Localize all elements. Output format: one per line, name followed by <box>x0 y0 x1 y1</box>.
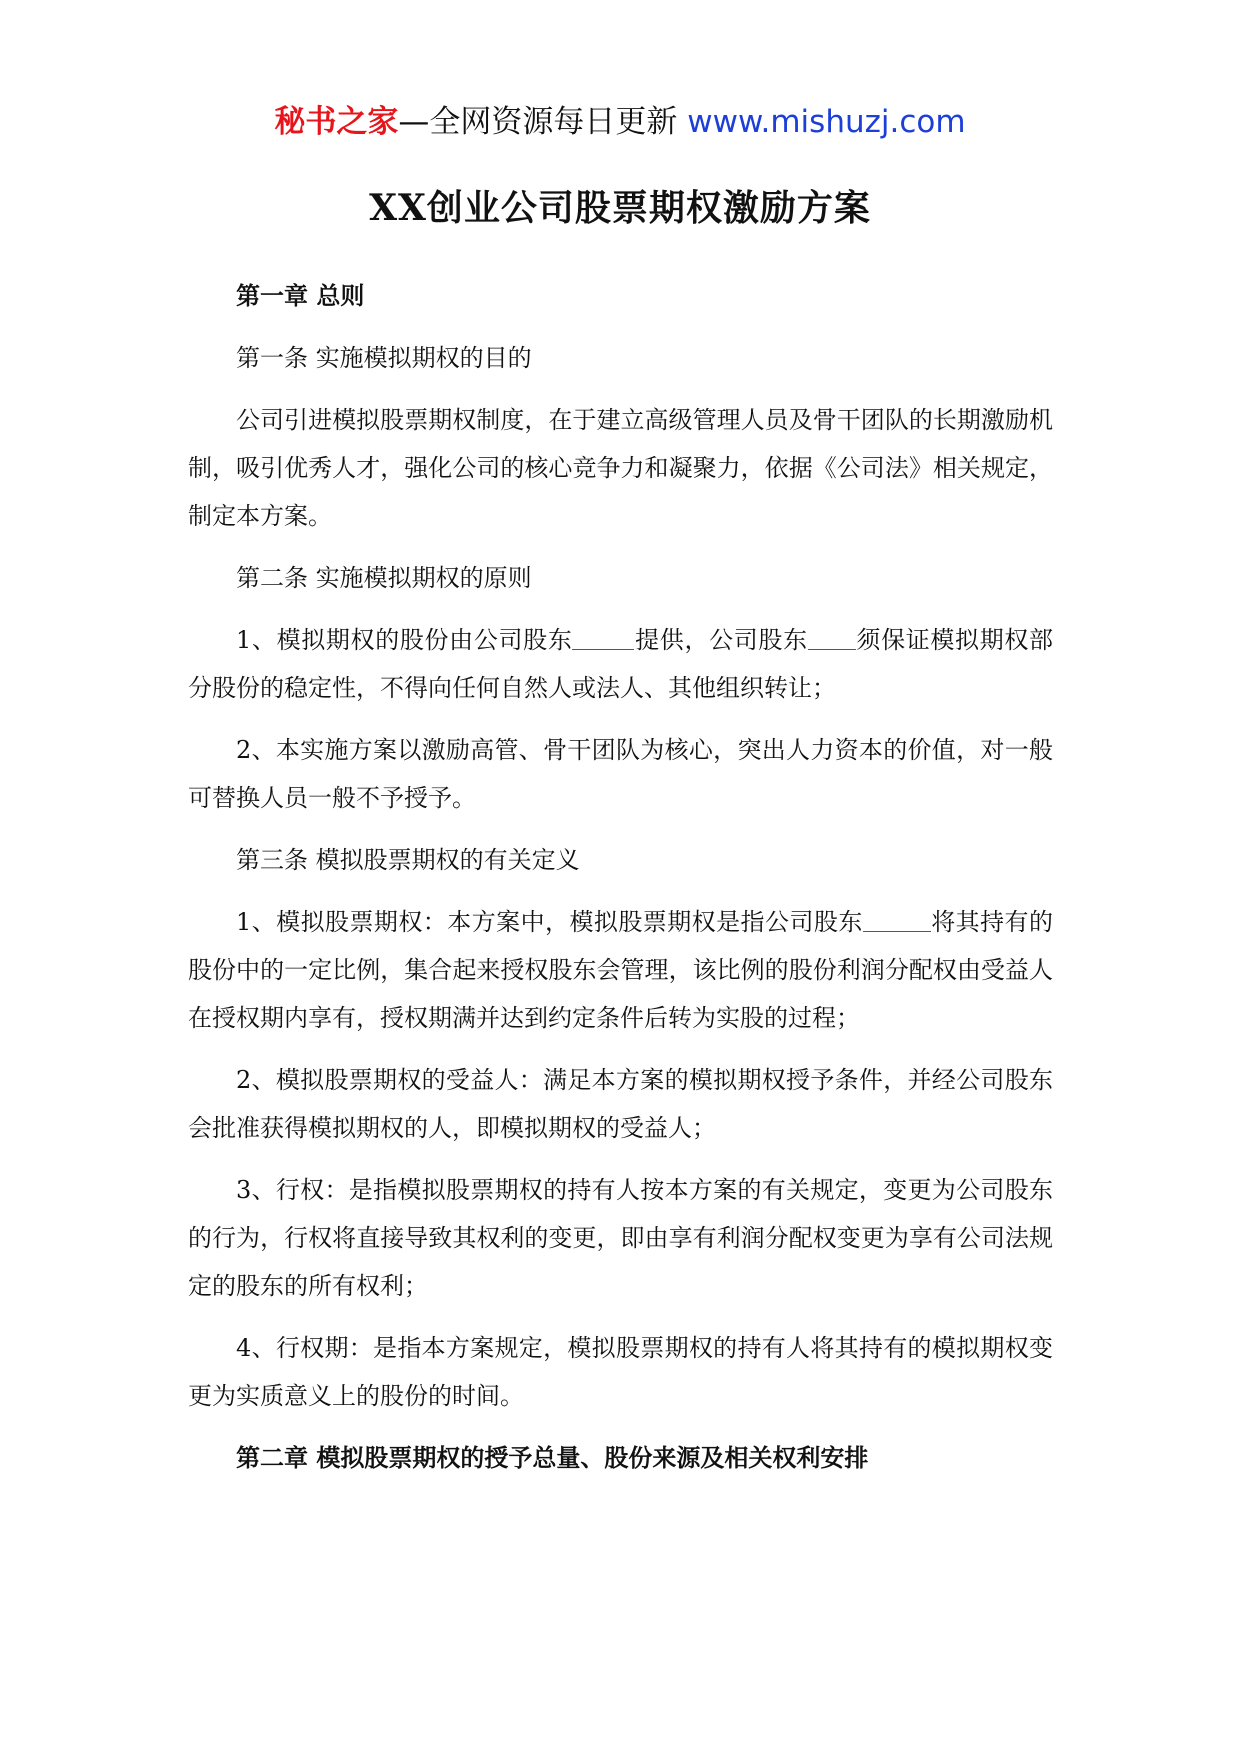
banner-tagline: —全网资源每日更新 <box>398 104 688 140</box>
article-title: 第一条 实施模拟期权的目的 <box>236 344 532 372</box>
paragraph: 4、行权期：是指本方案规定，模拟股票期权的持有人将其持有的模拟期权变更为实质意义上的股份的时间。 <box>188 1334 1053 1410</box>
chapter-heading: 第二章 模拟股票期权的授予总量、股份来源及相关权利安排 <box>236 1443 869 1472</box>
banner-url-link[interactable]: www.mishuzj.com <box>687 104 966 140</box>
paragraph <box>188 616 1053 712</box>
text-run: 须保证模拟期权部分股份的稳定性，不得向任何自然人或法人、其他组织转让； <box>188 626 1054 702</box>
text-run: 1、模拟期权的股份由公司股东 <box>236 626 573 654</box>
text-run: 将其持有的股份中的一定比例，集合起来授权股东会管理，该比例的股份利润分配权由受益人在授权期内享有，授权期满并达到约定条件后转为实股的过程； <box>188 908 1053 1032</box>
fill-in-blank <box>572 619 634 650</box>
text-run: 1、模拟股票期权：本方案中，模拟股票期权是指公司股东 <box>236 908 863 936</box>
text-run: 提供，公司股东 <box>634 626 808 654</box>
fill-in-blank <box>808 619 856 650</box>
paragraph: 公司引进模拟股票期权制度，在于建立高级管理人员及骨干团队的长期激励机制，吸引优秀人才，强化公司的核心竞争力和凝聚力，依据《公司法》相关规定，制定本方案。 <box>188 406 1053 530</box>
site-banner <box>0 100 1240 144</box>
document-title: XX创业公司股票期权激励方案 <box>369 187 871 229</box>
article-title: 第二条 实施模拟期权的原则 <box>236 564 532 592</box>
fill-in-blank <box>863 901 931 932</box>
paragraph: 2、模拟股票期权的受益人：满足本方案的模拟期权授予条件，并经公司股东会批准获得模拟期权的人，即模拟期权的受益人； <box>188 1066 1053 1142</box>
paragraph: 2、本实施方案以激励高管、骨干团队为核心，突出人力资本的价值，对一般可替换人员一般不予授予。 <box>188 736 1053 812</box>
article-title: 第三条 模拟股票期权的有关定义 <box>236 846 580 874</box>
document-body <box>188 272 1053 1496</box>
paragraph <box>188 898 1053 1042</box>
banner-brand: 秘书之家 <box>274 104 399 140</box>
paragraph: 3、行权：是指模拟股票期权的持有人按本方案的有关规定，变更为公司股东的行为，行权将直接导致其权利的变更，即由享有利润分配权变更为享有公司法规定的股东的所有权利； <box>188 1176 1053 1300</box>
chapter-heading: 第一章 总则 <box>236 281 365 310</box>
